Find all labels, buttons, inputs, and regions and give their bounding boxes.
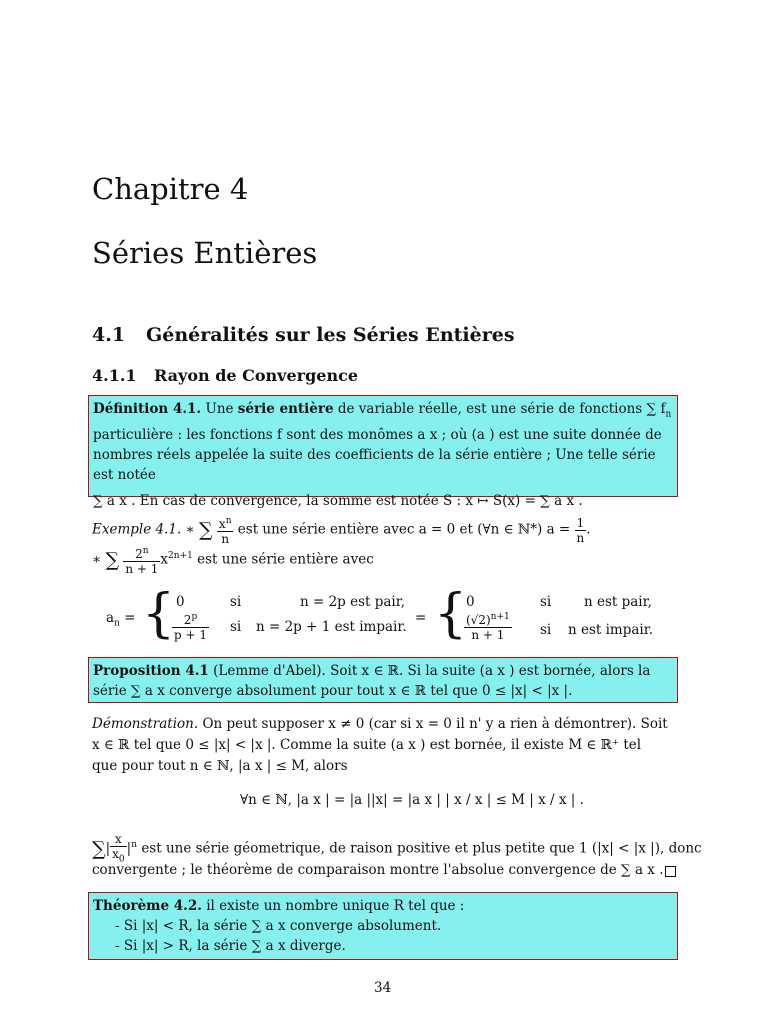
section-number: 4.1 <box>92 324 126 346</box>
definition-line-1: Définition 4.1. Une série entière de variable réelle, est une série de fonctions ∑ $f_n$ <box>93 401 672 420</box>
example-label: Exemple 4.1. <box>92 521 182 538</box>
subsection-title: Rayon de Convergence <box>154 366 359 385</box>
theorem-item-1: - Si |x| < R, la série ∑ a x converge absolument. <box>115 918 442 934</box>
section-title: Généralités sur les Séries Entières <box>146 324 515 346</box>
definition-head: Définition 4.1. <box>93 401 202 417</box>
subsection-number: 4.1.1 <box>92 366 137 385</box>
definition-line-4: ∑ a x . En cas de convergence, la somme est notée S : x ↦ S(x) = ∑ a x . <box>93 492 583 509</box>
fraction-xn-n: $\frac{x^n}{n}$ <box>218 516 232 546</box>
example-line-2: ∗ ∑ $\frac{2^n}{n + 1}$ $x^{2n+1}$ est une série entière avec <box>92 546 374 576</box>
chapter-title: Séries Entières <box>92 236 318 270</box>
definition-line-2: particulière : les fonctions f sont des monômes a x ; où (a ) est une suite donnée de <box>93 426 662 443</box>
an-label: $a_n$ = <box>106 610 136 629</box>
theorem-item-2: - Si |x| > R, la série ∑ a x diverge. <box>115 938 346 954</box>
left-brace-1: { <box>142 584 176 644</box>
definition-box <box>88 395 678 509</box>
section-heading <box>92 324 515 346</box>
fraction-2n-n1: $\frac{2^n}{n + 1}$ <box>125 546 159 576</box>
theorem-head: Théorème 4.2. <box>93 898 202 914</box>
chapter-label: Chapitre 4 <box>92 172 249 206</box>
fraction-x-x0: $\frac{x}{x_0}$ <box>112 832 125 865</box>
proof-label: Démonstration. <box>92 716 199 732</box>
definition-term: série entière <box>237 401 334 417</box>
fraction-sqrt2: $\frac{(√2)^{n+1}}{n + 1}$ <box>466 612 510 642</box>
proposition-head: Proposition 4.1 <box>93 663 209 679</box>
proof-equation: ∀n ∈ ℕ, |a x | = |a ||x| = |a x | | x / x | ≤ M | x / x | . <box>240 792 584 808</box>
proof-line-4: ∑| $\frac{x}{x_0}$ $|^n$ est une série géometrique, de raison positive et plus petite que 1 (|x| < |x |), donc <box>92 832 702 865</box>
proof-line-1: Démonstration. On peut supposer x ≠ 0 (car si x = 0 il n' y a rien à démontrer). Soit <box>92 716 668 732</box>
page-number: 34 <box>374 980 392 996</box>
definition-line-3: nombres réels appelée la suite des coefficients de la série entière ; Une telle série est notée <box>93 446 656 483</box>
proof-line-2: x ∈ ℝ tel que 0 ≤ |x| < |x |. Comme la suite (a x ) est bornée, il existe M ∈ ℝ⁺ tel <box>92 737 642 753</box>
subsection-heading <box>92 366 358 385</box>
fraction-2p-p1: $\frac{2^p}{p + 1}$ <box>174 612 207 642</box>
left-brace-2: { <box>434 584 468 644</box>
proposition-line-2: série ∑ a x converge absolument pour tout x ∈ ℝ tel que 0 ≤ |x| < |x |. <box>93 683 573 699</box>
theorem-box: Théorème 4.2. il existe un nombre unique R tel que : - Si |x| < R, la série ∑ a x converge absolument. - Si |x| > R, la série ∑ a x diverge. <box>88 892 678 960</box>
proposition-box: Proposition 4.1 (Lemme d'Abel). Soit x ∈ ℝ. Si la suite (a x ) est bornée, alors la série ∑ a x converge absolument pour tout x ∈ ℝ tel que 0 ≤ |x| < |x |. <box>88 657 678 703</box>
fraction-1-n: $\frac{1}{n}$ <box>576 515 585 545</box>
proof-line-3: que pour tout n ∈ ℕ, |a x | ≤ M, alors <box>92 758 348 774</box>
qed-square-icon <box>665 866 676 877</box>
proof-line-5: convergente ; le théorème de comparaison montre l'absolue convergence de ∑ a x . <box>92 862 664 878</box>
example-line-1: Exemple 4.1. ∗ ∑ $\frac{x^n}{n}$ est une série entière avec a = 0 et (∀n ∈ ℕ*) a = $\frac{1}{n}$ . <box>92 515 591 546</box>
